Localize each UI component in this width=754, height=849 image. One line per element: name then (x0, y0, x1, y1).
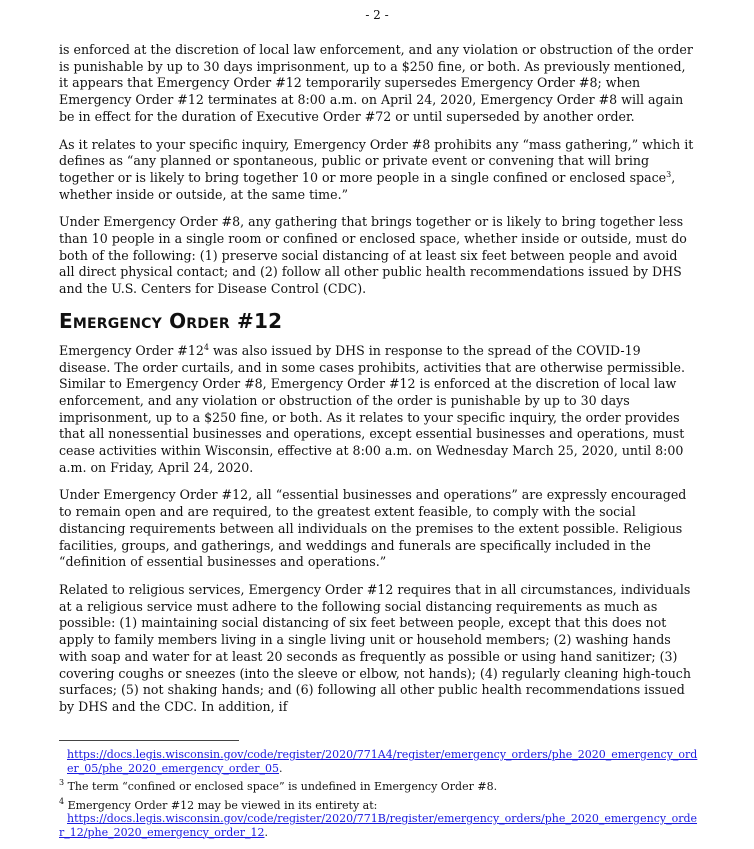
paragraph-text-before: Emergency Order #12 (59, 342, 204, 358)
footnote-ref-3[interactable]: 3 (666, 169, 672, 179)
footnote-link-eo5[interactable]: https://docs.legis.wisconsin.gov/code/register/2020/771A4/register/emergency_orders/phe_2020_emergency_order_05/phe_2020_emergency_order_05 (67, 748, 698, 775)
paragraph-text: As it relates to your specific inquiry, Emergency Order #8 prohibits any “mass gathering,” which it defines as “any planned or spontaneous, public or private event or convening that will bring together or is likely to bring together 10 or more people in a single confined or enclosed space (59, 136, 694, 185)
footnote-continued (59, 748, 699, 775)
footnote-4 (59, 796, 699, 840)
link-suffix: . (264, 825, 268, 839)
footnote-marker-3: 3 (59, 778, 65, 787)
paragraph-text-after: was also issued by DHS in response to the spread of the COVID-19 disease. The order curtails, and in some cases prohibits, activities that are otherwise permissible. Similar to Emergency Order #8, Emergency Order #12 is enforced at the discretion of local law enforcement, and any violation or obstruction of the order is punishable by up to 30 days imprisonment, up to a $250 fine, or both. As it relates to your specific inquiry, the order provides that all nonessential businesses and operations, except essential businesses and operations, must cease activities within Wisconsin, effective at 8:00 a.m. on Wednesday March 25, 2020, until 8:00 a.m. on Friday, April 24, 2020. (59, 342, 685, 475)
footnote-text-4: Emergency Order #12 may be viewed in its entirety at: (64, 798, 378, 812)
document-body (59, 42, 695, 727)
footnote-ref-4[interactable]: 4 (203, 342, 209, 352)
paragraph-gathering-rules: Under Emergency Order #8, any gathering that brings together or is likely to bring together less than 10 people in a single room or confined or enclosed space, whether inside or outside, must do both of the following: (1) preserve social distancing of at least six feet between people and avoid all direct physical contact; and (2) follow all other public health recommendations issued by DHS and the U.S. Centers for Disease Control (CDC). (59, 214, 687, 297)
link-suffix: . (279, 761, 283, 775)
section-heading: Emergency Order #12 (59, 308, 283, 333)
paragraph-text-after: , whether inside or outside, at the same time.” (59, 169, 676, 202)
footnote-marker-4: 4 (59, 796, 65, 806)
paragraph-religious-services: Related to religious services, Emergency Order #12 requires that in all circumstances, individuals at a religious service must adhere to the following social distancing requirements as much as possible: (1) maintaining social distancing of six feet between people, except that this does not apply to family members living in a single living unit or household members; (2) washing hands with soap and water for at least 20 seconds as frequently as possible or using hand sanitizer; (3) covering coughs or sneezes (into the sleeve or elbow, not hands); (4) regularly cleaning high-touch surfaces; (5) not shaking hands; and (6) following all other public health recommendations issued by DHS and the CDC. In addition, if (59, 581, 691, 714)
footnotes (59, 748, 699, 844)
footnote-link-wrap (59, 812, 697, 839)
paragraph-eo12-intro (59, 343, 695, 477)
footnote-divider (59, 740, 239, 741)
paragraph-essential-businesses: Under Emergency Order #12, all “essential businesses and operations” are expressly encouraged to remain open and are required, to the greatest extent feasible, to comply with the social distancing requirements between all individuals on the premises to the extent possible. Religious facilities, groups, and gatherings, and weddings and funerals are specifically included in the “definition of essential businesses and operations.” (59, 487, 687, 570)
paragraph-mass-gathering (59, 137, 695, 204)
paragraph-enforcement: is enforced at the discretion of local law enforcement, and any violation or obstruction of the order is punishable by up to 30 days imprisonment, up to a $250 fine, or both. As previously mentioned, it appears that Emergency Order #12 temporarily supersedes Emergency Order #8; when Emergency Order #12 terminates at 8:00 a.m. on April 24, 2020, Emergency Order #8 will again be in effect for the duration of Executive Order #72 or until superseded by another order. (59, 42, 693, 124)
footnote-link-eo12[interactable]: https://docs.legis.wisconsin.gov/code/register/2020/771B/register/emergency_orders/phe_2020_emergency_order_12/phe_2020_emergency_order_12 (59, 812, 698, 839)
footnote-3 (59, 780, 699, 794)
footnote-text-3: The term “confined or enclosed space” is undefined in Emergency Order #8. (64, 780, 498, 793)
page-number: - 2 - (365, 8, 389, 22)
